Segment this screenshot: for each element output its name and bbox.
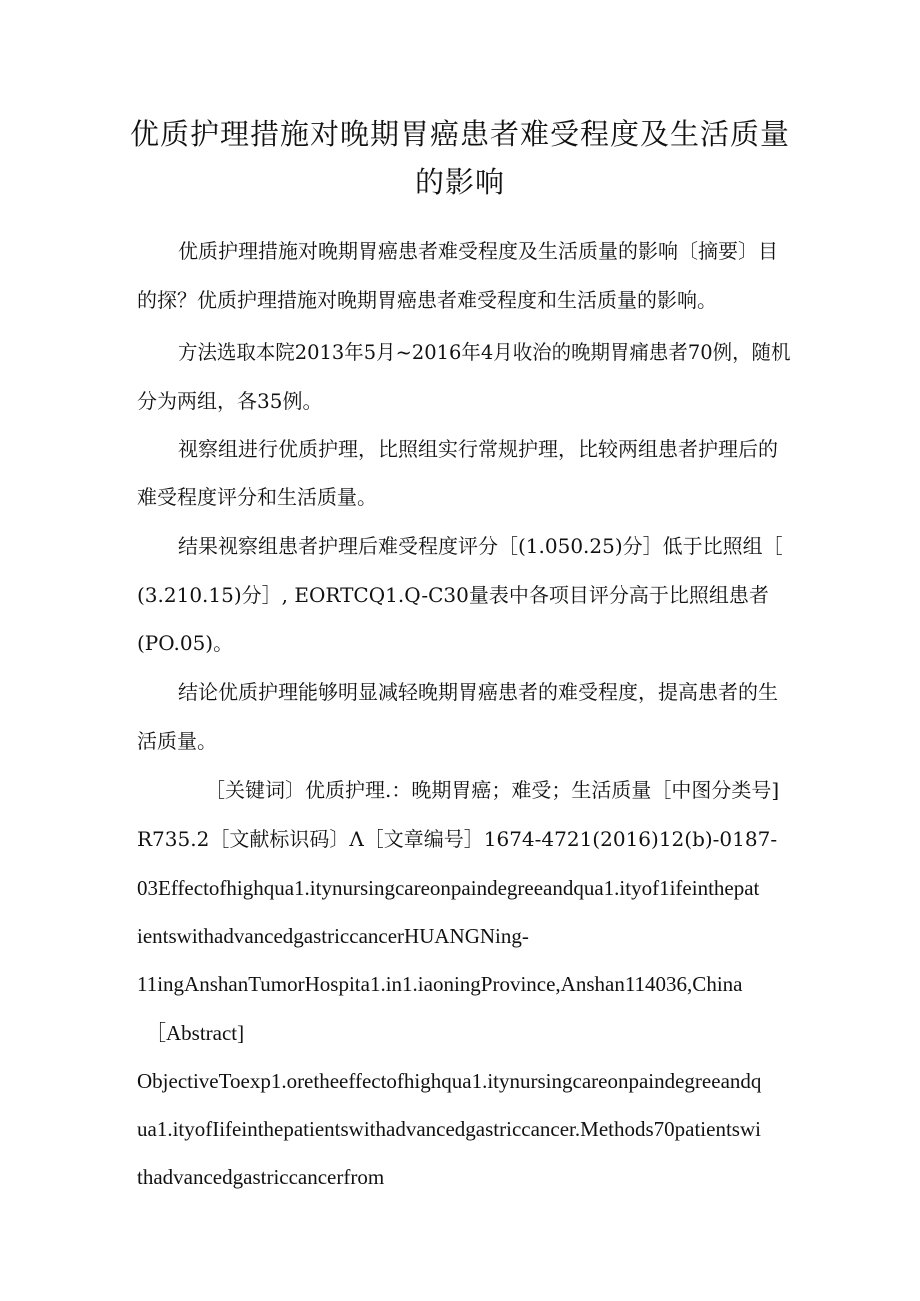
groups-line-2: 难受程度评分和生活质量。 xyxy=(137,485,377,509)
english-abstract-line-3: thadvancedgastriccancerfrom xyxy=(137,1165,385,1189)
english-title-line-1: 03Effectofhighqua1.itynursingcareonpaindegreeandqua1.ityof1ifeinthepat xyxy=(137,876,760,900)
methods-line-1: 方法选取本院2013年5月~2016年4月收治的晚期胃痛患者70例，随机 xyxy=(178,340,791,364)
classification-line: R735.2［文献标识码〕Λ［文章编号］1674-4721(2016)12(b)-0187- xyxy=(137,827,778,851)
groups-line-1: 视察组进行优质护理，比照组实行常规护理，比较两组患者护理后的 xyxy=(178,437,778,461)
methods-line-2: 分为两组，各35例。 xyxy=(137,389,323,413)
english-abstract-line-2: ua1.ityofIifeinthepatientswithadvancedgastriccancer.Methods70patientswi xyxy=(137,1117,761,1141)
english-affiliation-line: 11ingAnshanTumorHospita1.in1.iaoningProvince,Anshan114036,China xyxy=(137,972,743,996)
results-line-3: (PO.05)。 xyxy=(137,631,234,655)
conclusion-line-2: 活质量。 xyxy=(137,729,217,753)
results-line-2: (3.210.15)分］, EORTCQ1.Q-C30量表中各项目评分高于比照组患者 xyxy=(137,583,769,607)
english-abstract-line-1: ObjectiveToexp1.oretheeffectofhighqua1.itynursingcareonpaindegreeandq xyxy=(137,1069,762,1093)
title-line-2: 的影响 xyxy=(414,165,505,199)
abstract-objective-line-2: 的探？优质护理措施对晚期胃癌患者难受程度和生活质量的影响。 xyxy=(137,288,717,312)
keywords-line: ［关键词〕优质护理.：晚期胃癌；难受；生活质量［中图分类号] xyxy=(205,778,780,802)
conclusion-line-1: 结论优质护理能够明显减轻晚期胃癌患者的难受程度，提高患者的生 xyxy=(178,680,778,704)
results-line-1: 结果视察组患者护理后难受程度评分［(1.050.25)分］低于比照组［ xyxy=(178,534,783,558)
abstract-objective-line-1: 优质护理措施对晚期胃癌患者难受程度及生活质量的影响〔摘要〕目 xyxy=(178,239,778,263)
english-title-line-2: ientswithadvancedgastriccancerHUANGNing- xyxy=(137,924,529,948)
abstract-heading: ［Abstract] xyxy=(145,1021,245,1045)
title-line-1: 优质护理措施对晚期胃癌患者难受程度及生活质量 xyxy=(129,117,790,151)
